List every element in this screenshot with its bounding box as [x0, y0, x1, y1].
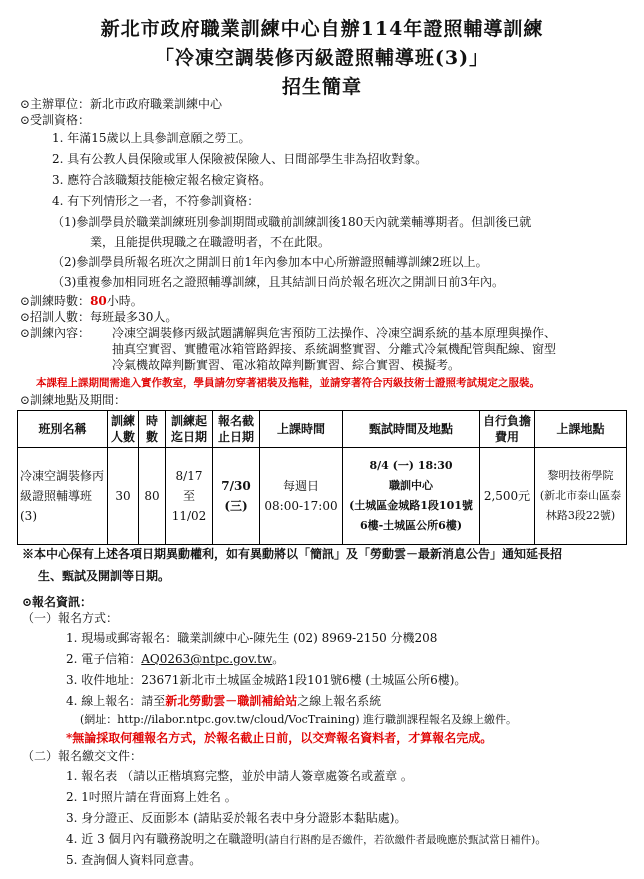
cell-class-name: 冷凍空調裝修丙級證照輔導班(3) — [18, 448, 108, 545]
cell-venue — [535, 448, 627, 545]
class-time-hours: 08:00-17:00 — [264, 499, 338, 513]
eligibility-sub-2: （2)參訓學員所報名班次之開訓日前1年內參加本中心所辦證照輔導訓練2班以上。 — [52, 255, 488, 269]
class-time-day: 每週日 — [282, 479, 319, 493]
cell-hours: 80 — [139, 448, 166, 545]
doc-item-4 — [66, 831, 547, 848]
registration-heading: ⊙報名資訊： — [22, 595, 93, 609]
exam-place: 職訓中心 — [389, 479, 433, 492]
th-people: 訓練人數 — [108, 411, 139, 448]
content-line-2: 抽真空實習、實體電冰箱管路銲接、系統調整實習、分離式冷氣機配管與配線、窗型 — [112, 342, 557, 356]
venue-name: 黎明技術學院 — [547, 469, 614, 482]
th-hours: 時數 — [139, 411, 166, 448]
schedule-table — [17, 410, 627, 545]
th-dates: 訓練起迄日期 — [166, 411, 213, 448]
enroll-count: ⊙招訓人數：每班最多30人。 — [20, 310, 178, 324]
content-line-3: 冷氣機故障判斷實習、電冰箱故障判斷實習、綜合實習、模擬考。 — [112, 358, 461, 372]
th-fee: 自行負擔費用 — [480, 411, 535, 448]
exam-addr-2: 6樓-土城區公所6樓) — [359, 519, 463, 532]
training-hours — [20, 293, 143, 309]
reg-online-a: 4. 線上報名：請至 — [66, 694, 166, 708]
content-label: ⊙訓練內容： — [20, 326, 91, 340]
venue-addr-1: (新北市泰山區泰 — [539, 489, 622, 502]
cell-people: 30 — [108, 448, 139, 545]
exam-addr-1: (土城區金城路1段101號 — [349, 499, 473, 512]
content-line-1: 冷凍空調裝修丙級試題講解與危害預防工法操作、冷凍空調系統的基本原理與操作、 — [112, 326, 557, 340]
reg-email-label: 2. 電子信箱： — [66, 652, 142, 666]
cell-dates — [166, 448, 213, 545]
deadline-day: (三) — [224, 499, 248, 513]
hours-unit: 小時。 — [106, 294, 143, 308]
th-exam: 甄試時間及地點 — [343, 411, 480, 448]
hours-value: 80 — [90, 294, 107, 308]
title-line-1: 新北市政府職業訓練中心自辦114年證照輔導訓練 — [100, 18, 544, 40]
cell-deadline — [213, 448, 260, 545]
reg-email-end: 。 — [272, 652, 285, 666]
eligibility-sub-3: （3)重複參加相同班名之證照輔導訓練，且其結訓日尚於報名班次之開訓日前3年內。 — [52, 275, 504, 289]
reg-online-b: 之線上報名系統 — [297, 694, 382, 708]
eligibility-item-1: 1. 年滿15歲以上具參訓意願之勞工。 — [52, 131, 251, 145]
cell-fee: 2,500元 — [480, 448, 535, 545]
title-line-2: 「冷凍空調裝修丙級證照輔導班(3)」 — [154, 47, 490, 69]
date-to: 至 — [182, 489, 195, 503]
doc-item-4-main: 4. 近 3 個月內有職務說明之在職證明 — [66, 832, 265, 846]
reg-method-4 — [66, 693, 381, 709]
reg-section-1: （一）報名方式： — [22, 611, 119, 625]
eligibility-item-4: 4. 有下列情形之一者，不符參訓資格： — [52, 194, 260, 208]
exam-time: 8/4 (一) 18:30 — [369, 459, 453, 472]
reg-method-1: 1. 現場或郵寄報名：職業訓練中心-陳先生 (02) 8969-2150 分機208 — [66, 631, 438, 645]
doc-item-4-end: 。 — [535, 832, 548, 846]
reg-method-2 — [66, 651, 284, 667]
cell-class-time — [260, 448, 343, 545]
th-venue: 上課地點 — [535, 411, 627, 448]
th-class-name: 班別名稱 — [18, 411, 108, 448]
change-notice-2: 生、甄試及開訓等日期。 — [38, 569, 171, 583]
date-end: 11/02 — [171, 509, 207, 523]
table-row — [18, 448, 627, 545]
organizer: ⊙主辦單位：新北市政府職業訓練中心 — [20, 97, 223, 111]
doc-item-1: 1. 報名表 （請以正楷填寫完整，並於申請人簽章處簽名或蓋章 。 — [66, 769, 413, 783]
th-class-time: 上課時間 — [260, 411, 343, 448]
doc-item-3: 3. 身分證正、反面影本 (請貼妥於報名表中身分證影本黏貼處)。 — [66, 811, 407, 825]
reg-complete-notice: *無論採取何種報名方式，於報名截止日前，以交齊報名資料者，才算報名完成。 — [66, 731, 493, 745]
th-deadline: 報名截止日期 — [213, 411, 260, 448]
dress-code-notice: 本課程上課期間需進入實作教室，學員請勿穿著裙裝及拖鞋，並請穿著符合丙級技術士證照考試規定之服裝。 — [36, 377, 540, 389]
reg-method-3: 3. 收件地址：23671新北市土城區金城路1段101號6樓 (土城區公所6樓)。 — [66, 673, 467, 687]
hours-label: ⊙訓練時數： — [20, 294, 91, 308]
reg-section-2: （二）報名繳交文件： — [22, 749, 143, 763]
change-notice-1: ※本中心保有上述各項日期異動權利，如有異動將以「簡訊」及「勞動雲－最新消息公告」通知延長招 — [22, 547, 563, 561]
reg-online-site[interactable]: 新北勞動雲－職訓補給站 — [165, 694, 298, 708]
eligibility-item-2: 2. 具有公教人員保險或軍人保險被保險人、日間部學生非為招收對象。 — [52, 152, 428, 166]
eligibility-heading: ⊙受訓資格： — [20, 113, 91, 127]
doc-item-5: 5. 查詢個人資料同意書。 — [66, 853, 202, 867]
date-start: 8/17 — [175, 469, 203, 483]
schedule-label: ⊙訓練地點及期間： — [20, 393, 127, 407]
eligibility-item-3: 3. 應符合該職類技能檢定報名檢定資格。 — [52, 173, 272, 187]
eligibility-sub-1b: 業，且能提供現職之在職證明者，不在此限。 — [90, 235, 331, 249]
venue-addr-2: 林路3段22號) — [545, 509, 616, 522]
reg-email-link[interactable]: AQ0263@ntpc.gov.tw — [141, 652, 273, 666]
title-line-3: 招生簡章 — [281, 76, 362, 98]
doc-item-4-note: (請自行斟酌是否繳件，若欲繳件者最晚應於甄試當日補件) — [264, 834, 536, 846]
cell-exam — [343, 448, 480, 545]
reg-online-url: (網址：http://ilabor.ntpc.gov.tw/cloud/VocTraining) 進行職訓課程報名及線上繳件。 — [80, 713, 518, 726]
eligibility-sub-1a: （1)參訓學員於職業訓練班別參訓期間或職前訓練訓後180天內就業輔導期者。但訓後已就 — [52, 215, 532, 229]
table-header-row — [18, 411, 627, 448]
doc-item-2: 2. 1吋照片請在背面寫上姓名 。 — [66, 790, 237, 804]
deadline-date: 7/30 — [221, 479, 251, 493]
